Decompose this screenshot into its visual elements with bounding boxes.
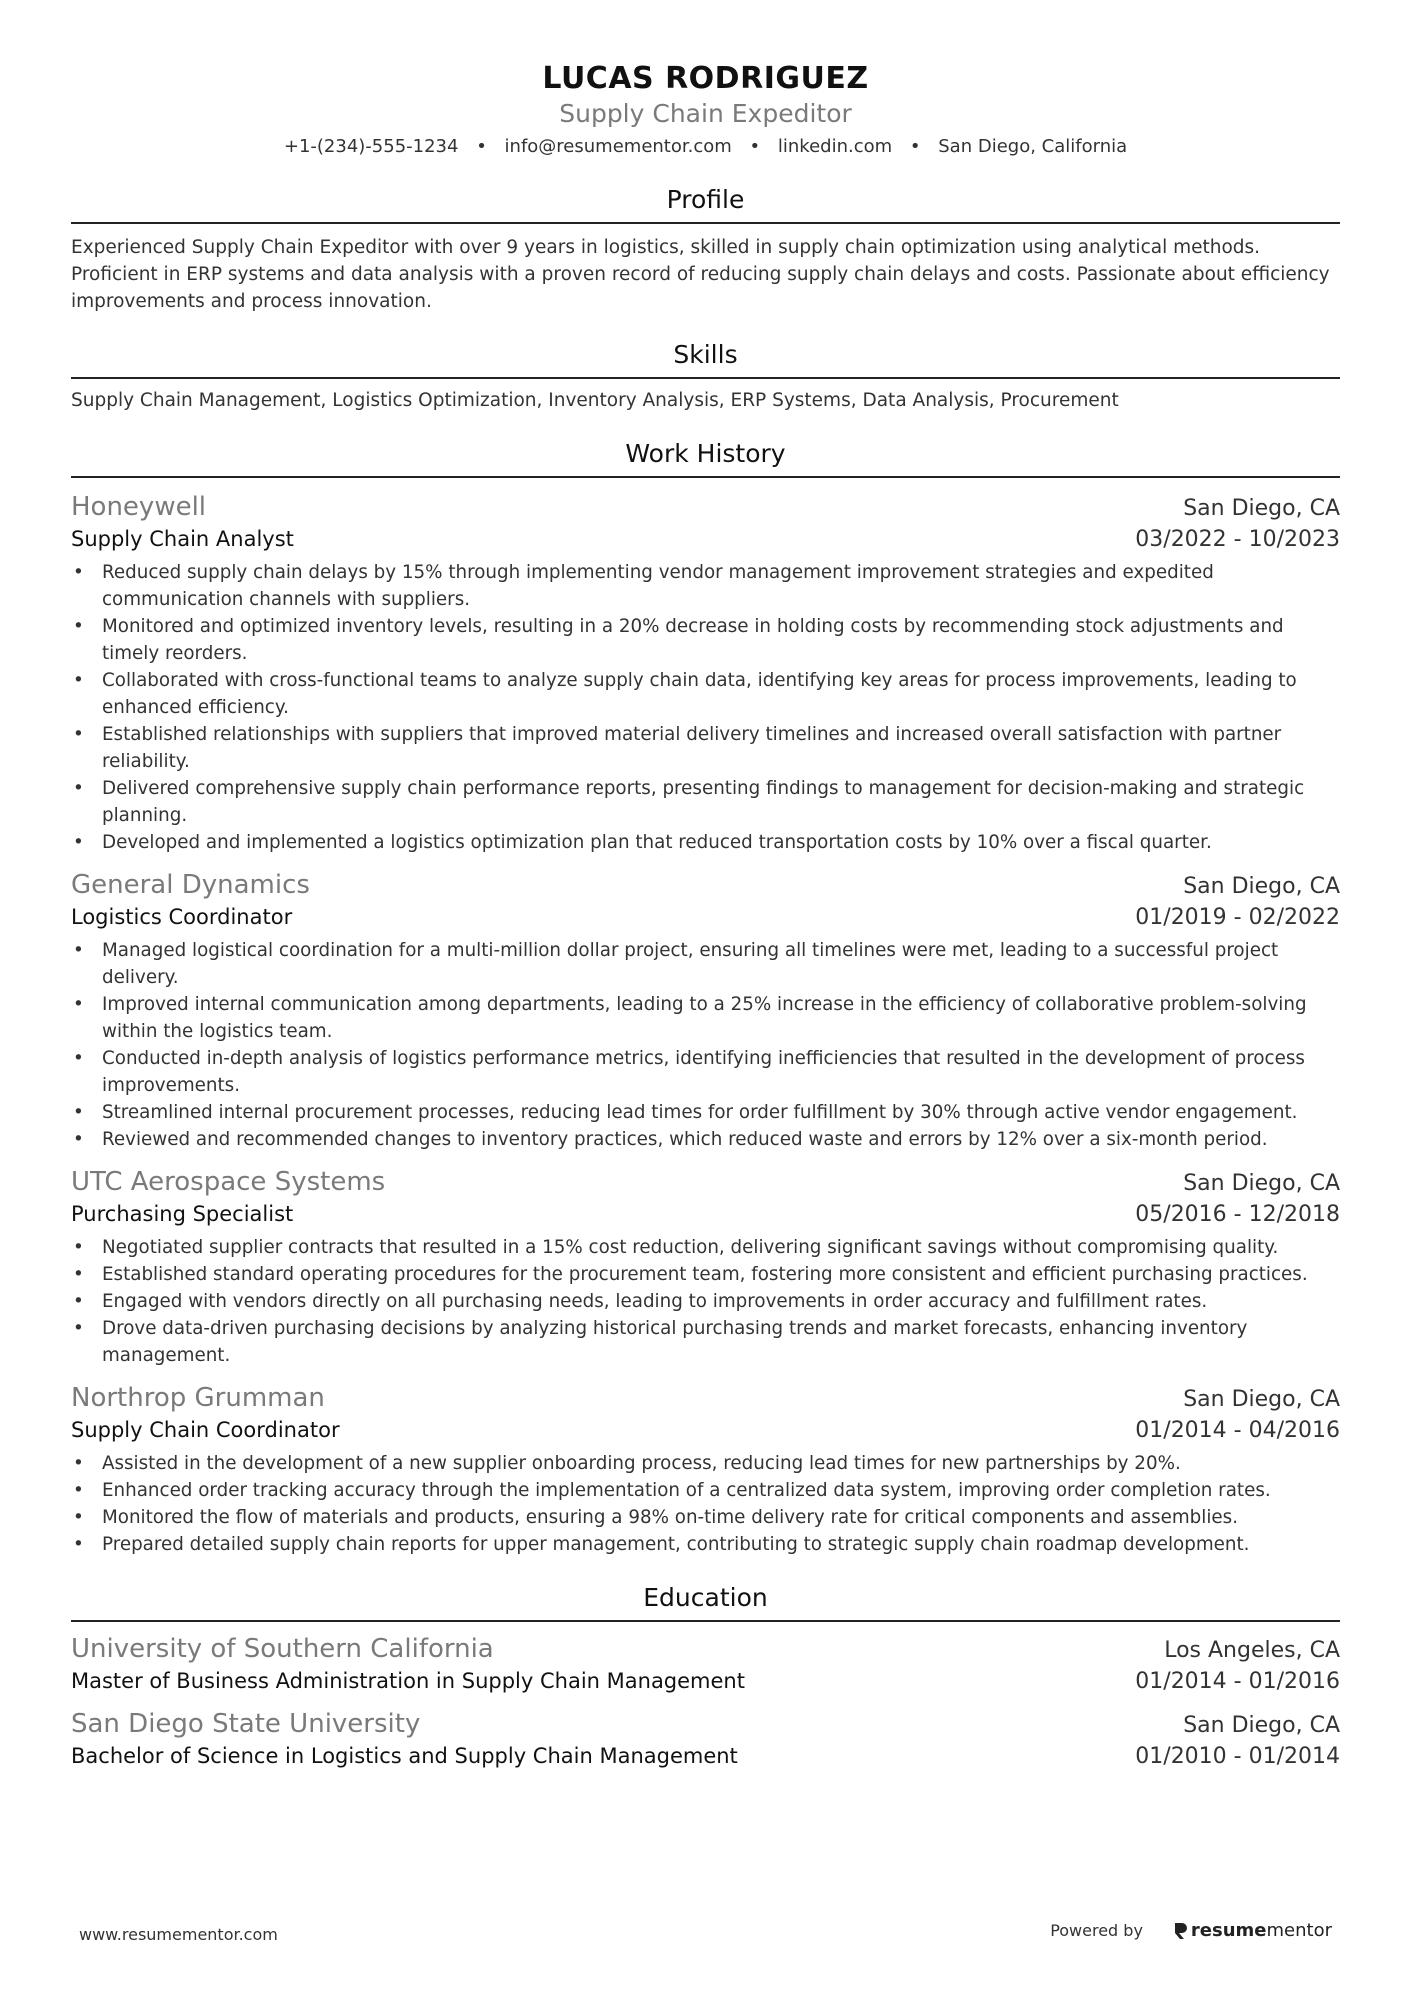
job-entry	[71, 868, 1340, 1153]
section-divider	[71, 222, 1340, 224]
job-list	[71, 490, 1340, 1558]
contact-linkedin[interactable]: linkedin.com	[777, 136, 893, 157]
job-dates: 05/2016 - 12/2018	[1135, 1202, 1340, 1227]
education-header-row	[71, 1632, 1340, 1666]
section-divider	[71, 377, 1340, 379]
job-bullet: • Enhanced order tracking accuracy through the implementation of a centralized data system, improving order completion rates.	[71, 1477, 1340, 1504]
job-bullet-list	[71, 559, 1340, 856]
profile-section	[71, 184, 1340, 315]
job-header-row	[71, 1165, 1340, 1199]
job-bullet: • Reviewed and recommended changes to inventory practices, which reduced waste and errors by 12% over a six-month period.	[71, 1126, 1340, 1153]
section-divider	[71, 1620, 1340, 1622]
job-title: Supply Chain Analyst	[71, 527, 294, 551]
section-divider	[71, 476, 1340, 478]
job-title-row	[71, 1199, 1340, 1230]
job-header-row	[71, 868, 1340, 902]
brand-name-rest: mentor	[1266, 1920, 1332, 1941]
education-degree: Master of Business Administration in Supply Chain Management	[71, 1669, 745, 1693]
job-bullet: • Managed logistical coordination for a multi-million dollar project, ensuring all timelines were met, leading to a successful project delivery.	[71, 937, 1340, 991]
job-bullet: • Drove data-driven purchasing decisions by analyzing historical purchasing trends and market forecasts, enhancing inventory management.	[71, 1315, 1340, 1369]
brand-name-bold: resume	[1190, 1920, 1267, 1941]
job-bullet: • Prepared detailed supply chain reports for upper management, contributing to strategic supply chain roadmap development.	[71, 1531, 1340, 1558]
skills-section	[71, 339, 1340, 414]
job-title: Purchasing Specialist	[71, 1202, 294, 1226]
job-company: Honeywell	[71, 492, 207, 522]
job-bullet: • Reduced supply chain delays by 15% through implementing vendor management improvement strategies and expedited communication channels with suppliers.	[71, 559, 1340, 613]
contact-line	[71, 134, 1340, 160]
skills-text: Supply Chain Management, Logistics Optimization, Inventory Analysis, ERP Systems, Data Analysis, Procurement	[71, 390, 1119, 411]
job-title-row	[71, 1415, 1340, 1446]
job-title: Supply Chain Coordinator	[71, 1418, 340, 1442]
job-title-row	[71, 524, 1340, 555]
education-header-row	[71, 1707, 1340, 1741]
job-bullet: • Assisted in the development of a new supplier onboarding process, reducing lead times for new partnerships by 20%.	[71, 1450, 1340, 1477]
education-dates: 01/2010 - 01/2014	[1135, 1744, 1340, 1769]
skills-heading: Skills	[673, 340, 738, 369]
education-section	[71, 1582, 1340, 1772]
education-school: San Diego State University	[71, 1709, 421, 1739]
powered-by-label: Powered by	[1050, 1921, 1143, 1940]
profile-text: Experienced Supply Chain Expeditor with over 9 years in logistics, skilled in supply chain optimization using analytical methods. Proficient in ERP systems and data analysis with a proven record of reducing supply chain delays and costs. Passionate about efficiency improvements and process innovation.	[71, 237, 1330, 312]
education-school: University of Southern California	[71, 1634, 494, 1664]
work-history-heading: Work History	[625, 439, 786, 468]
job-bullet: • Engaged with vendors directly on all purchasing needs, leading to improvements in order accuracy and fulfillment rates.	[71, 1288, 1340, 1315]
education-degree-row	[71, 1741, 1340, 1772]
job-bullet: • Established relationships with suppliers that improved material delivery timelines and increased overall satisfaction with partner reliability.	[71, 721, 1340, 775]
contact-location: San Diego, California	[938, 136, 1128, 157]
resume-header	[71, 0, 1340, 160]
job-bullet: • Streamlined internal procurement processes, reducing lead times for order fulfillment by 30% through active vendor engagement.	[71, 1099, 1340, 1126]
job-company: UTC Aerospace Systems	[71, 1167, 386, 1197]
job-bullet: • Conducted in-depth analysis of logistics performance metrics, identifying inefficiencies that resulted in the development of process improvements.	[71, 1045, 1340, 1099]
resume-page	[71, 0, 1340, 1772]
candidate-role: Supply Chain Expeditor	[559, 99, 852, 128]
contact-email[interactable]: info@resumementor.com	[504, 136, 732, 157]
contact-separator: •	[476, 136, 487, 157]
education-list	[71, 1632, 1340, 1772]
job-bullet-list	[71, 1234, 1340, 1369]
education-location: San Diego, CA	[1183, 1713, 1340, 1738]
education-entry	[71, 1632, 1340, 1697]
education-entry	[71, 1707, 1340, 1772]
job-bullet-list	[71, 937, 1340, 1153]
job-entry	[71, 1165, 1340, 1369]
job-header-row	[71, 490, 1340, 524]
job-location: San Diego, CA	[1183, 1387, 1340, 1412]
work-history-section	[71, 438, 1340, 1558]
contact-separator: •	[749, 136, 761, 157]
brand-logo-icon	[1173, 1922, 1187, 1940]
profile-heading: Profile	[666, 185, 745, 214]
job-bullet: • Developed and implemented a logistics optimization plan that reduced transportation costs by 10% over a fiscal quarter.	[71, 829, 1340, 856]
job-bullet: • Negotiated supplier contracts that resulted in a 15% cost reduction, delivering significant savings without compromising quality.	[71, 1234, 1340, 1261]
job-bullet-list	[71, 1450, 1340, 1558]
job-bullet: • Monitored the flow of materials and products, ensuring a 98% on-time delivery rate for critical components and assemblies.	[71, 1504, 1340, 1531]
job-location: San Diego, CA	[1183, 496, 1340, 521]
job-bullet: • Monitored and optimized inventory levels, resulting in a 20% decrease in holding costs by recommending stock adjustments and timely reorders.	[71, 613, 1340, 667]
job-title: Logistics Coordinator	[71, 905, 293, 929]
job-company: Northrop Grumman	[71, 1383, 325, 1413]
job-bullet: • Delivered comprehensive supply chain performance reports, presenting findings to management for decision-making and strategic planning.	[71, 775, 1340, 829]
job-bullet: • Established standard operating procedures for the procurement team, fostering more consistent and efficient purchasing practices.	[71, 1261, 1340, 1288]
education-location: Los Angeles, CA	[1164, 1638, 1340, 1663]
job-header-row	[71, 1381, 1340, 1415]
job-entry	[71, 490, 1340, 856]
job-company: General Dynamics	[71, 870, 310, 900]
contact-separator: •	[909, 136, 921, 157]
job-bullet: • Improved internal communication among departments, leading to a 25% increase in the efficiency of collaborative problem-solving within the logistics team.	[71, 991, 1340, 1045]
job-entry	[71, 1381, 1340, 1558]
education-degree-row	[71, 1666, 1340, 1697]
job-dates: 01/2019 - 02/2022	[1135, 905, 1340, 930]
job-bullet: • Collaborated with cross-functional teams to analyze supply chain data, identifying key areas for process improvements, leading to enhanced efficiency.	[71, 667, 1340, 721]
footer-branding	[1050, 1920, 1332, 1941]
job-location: San Diego, CA	[1183, 1171, 1340, 1196]
job-dates: 03/2022 - 10/2023	[1135, 527, 1340, 552]
candidate-name: LUCAS RODRIGUEZ	[542, 61, 869, 96]
job-dates: 01/2014 - 04/2016	[1135, 1418, 1340, 1443]
brand-logo[interactable]	[1173, 1920, 1332, 1941]
education-heading: Education	[643, 1583, 768, 1612]
contact-phone: +1-(234)-555-1234	[283, 136, 459, 157]
education-dates: 01/2014 - 01/2016	[1135, 1669, 1340, 1694]
footer-website[interactable]: www.resumementor.com	[79, 1925, 278, 1944]
education-degree: Bachelor of Science in Logistics and Supply Chain Management	[71, 1744, 738, 1768]
job-location: San Diego, CA	[1183, 874, 1340, 899]
job-title-row	[71, 902, 1340, 933]
